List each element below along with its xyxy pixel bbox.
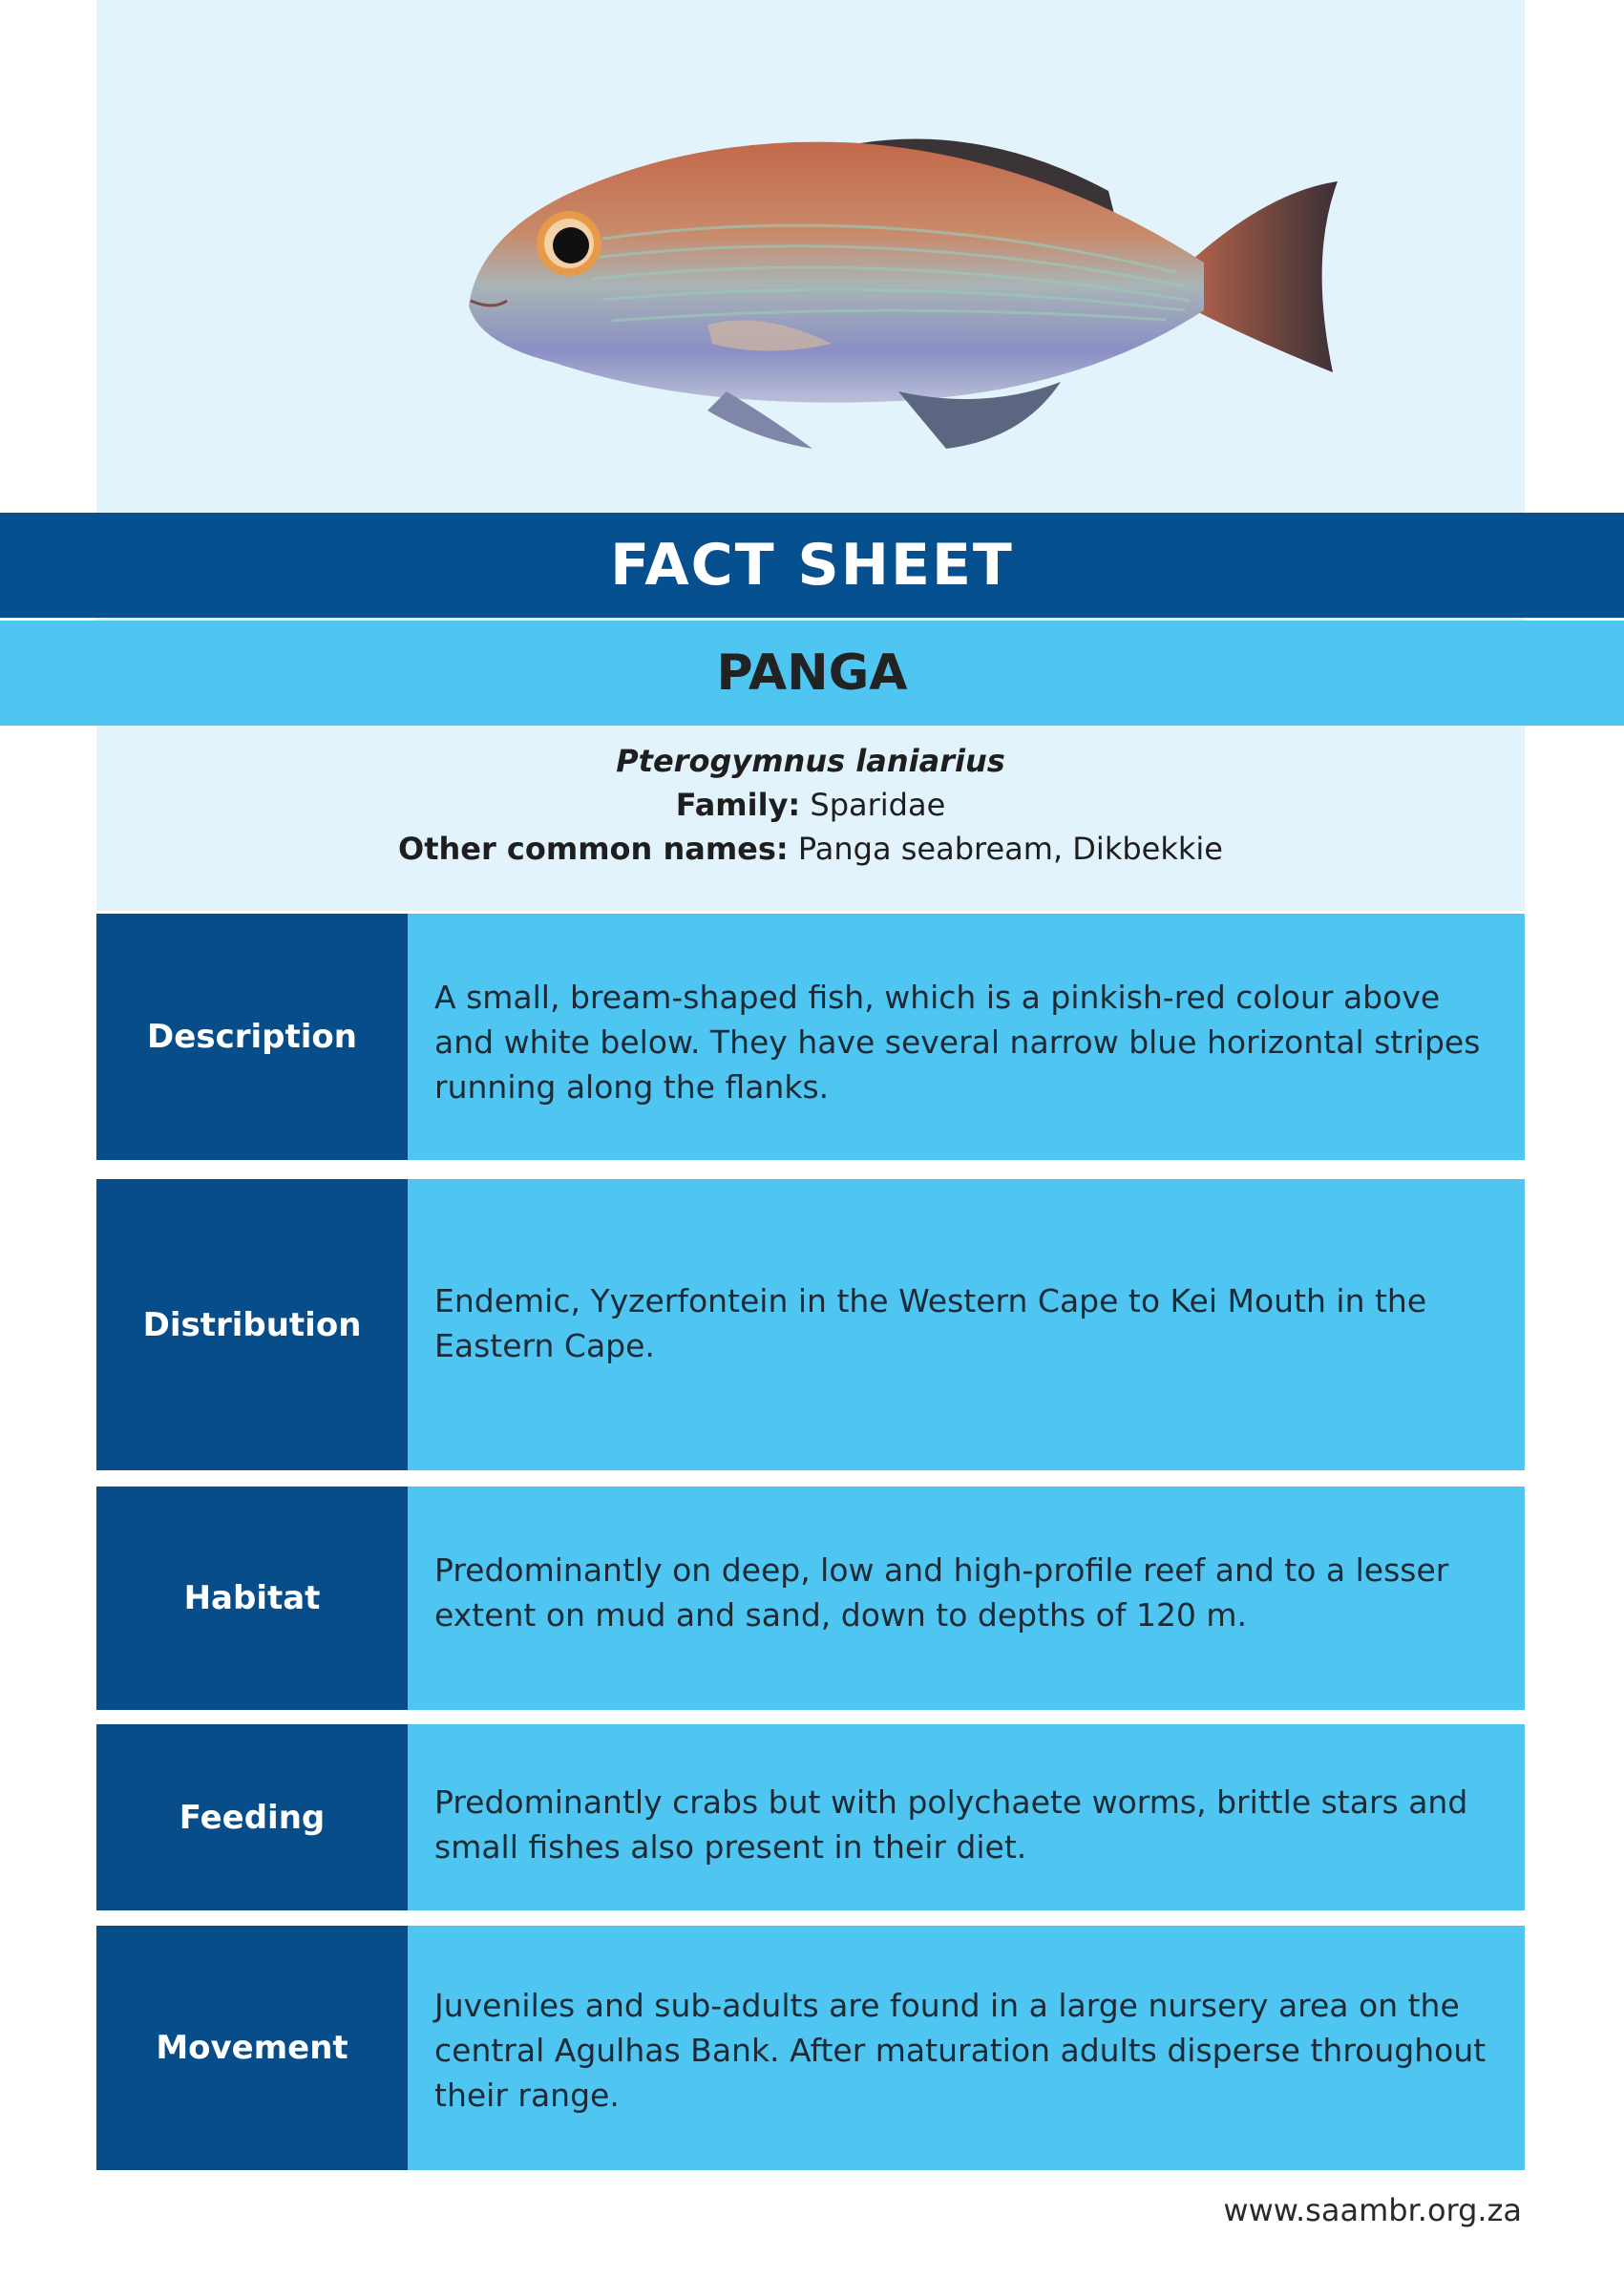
section-content — [408, 914, 1525, 1160]
section-label: Habitat — [96, 1487, 408, 1710]
section-text: Endemic, Yyzerfontein in the Western Cape to Kei Mouth in the Eastern Cape. — [434, 1282, 1427, 1364]
section-label: Feeding — [96, 1724, 408, 1910]
species-common-name: PANGA — [716, 644, 908, 702]
scientific-name: Pterogymnus laniarius — [616, 743, 1005, 779]
fact-sheet-banner — [0, 513, 1624, 618]
section-feeding — [96, 1724, 1525, 1910]
section-content — [408, 1724, 1525, 1910]
family-value: Sparidae — [810, 787, 946, 823]
section-label: Description — [96, 914, 408, 1160]
other-names-value: Panga seabream, Dikbekkie — [797, 831, 1223, 867]
other-names-line — [96, 827, 1525, 871]
section-distribution — [96, 1179, 1525, 1470]
scientific-name-line — [96, 739, 1525, 783]
section-label: Distribution — [96, 1179, 408, 1470]
family-label: Family: — [675, 787, 801, 823]
website-link[interactable]: www.saambr.org.za — [1223, 2192, 1522, 2228]
section-text: A small, bream-shaped fish, which is a pinkish-red colour above and white below. They have several narrow blue horizontal stripes running along the flanks. — [434, 979, 1481, 1106]
section-movement — [96, 1926, 1525, 2170]
fish-image — [450, 105, 1347, 468]
other-names-label: Other common names: — [398, 831, 789, 867]
section-description — [96, 914, 1525, 1160]
species-banner — [0, 621, 1624, 726]
section-text: Predominantly on deep, low and high-profile reef and to a lesser extent on mud and sand, down to depths of 120 m. — [434, 1551, 1449, 1634]
section-content — [408, 1179, 1525, 1470]
section-content — [408, 1926, 1525, 2170]
section-text: Juveniles and sub-adults are found in a large nursery area on the central Agulhas Bank. After maturation adults disperse throughout their range. — [434, 1987, 1487, 2114]
fish-illustration — [450, 105, 1347, 468]
species-meta — [96, 739, 1525, 871]
fact-sheet-title: FACT SHEET — [610, 532, 1014, 599]
section-text: Predominantly crabs but with polychaete worms, brittle stars and small fishes also present in their diet. — [434, 1783, 1468, 1866]
section-habitat — [96, 1487, 1525, 1710]
section-content — [408, 1487, 1525, 1710]
section-label: Movement — [96, 1926, 408, 2170]
family-line — [96, 783, 1525, 827]
